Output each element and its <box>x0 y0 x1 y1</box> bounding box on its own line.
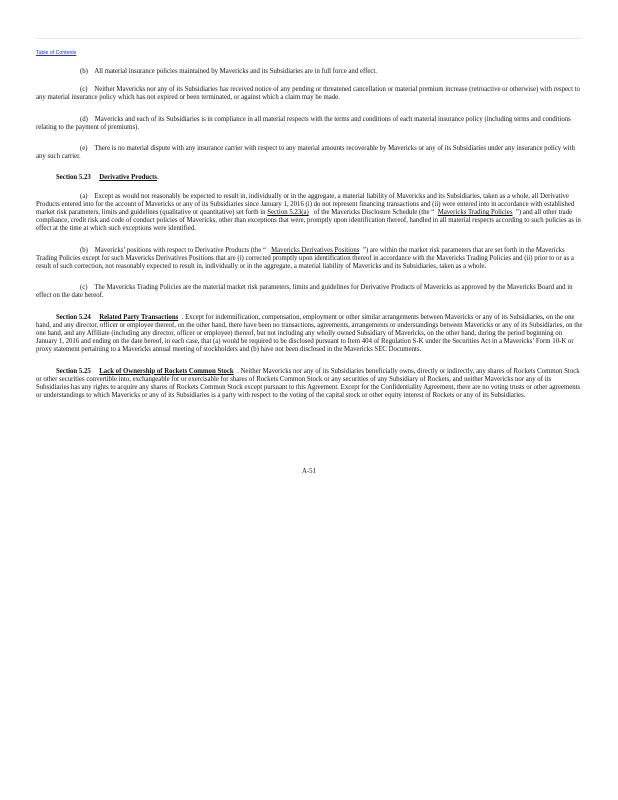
defined-term: Mavericks Derivatives Positions <box>271 246 360 254</box>
paragraph-text: Mavericks and each of its Subsidiaries is in compliance in all material respects with the terms and conditions of each material insurance policy (including terms and conditions relating to the payment of premiums). <box>36 115 571 131</box>
defined-term: Mavericks Trading Policies <box>437 209 513 217</box>
page-number: A-51 <box>302 468 316 475</box>
section-5-25 <box>36 368 584 401</box>
paragraph-label: (c) <box>80 284 88 292</box>
section-text: . Neither Mavericks nor any of its Subsidiaries beneficially owns, directly or indirectly, any shares of Rockets Common Stock or other securities convertible into, exchangeable for or exercisable for shares of Rockets Common Stock or any securities of any Subsidiary of Rockets, and neither Mavericks nor any of its Subsidiaries has any rights to acquire any shares of Rockets Common Stock except pursuant to this Agreement. Except for the Confidentiality Agreement, there are no voting trusts or other agreements or understandings to which Mavericks or any of its Subsidiaries is a party with respect to the voting of the capital stock or other equity interest of Rockets or any of its Subsidiaries. <box>36 367 581 400</box>
paragraph-label: (b) <box>80 68 88 75</box>
paragraph-insurance-d <box>36 116 584 132</box>
paragraph-text: There is no material dispute with any insurance carrier with respect to any material amounts recoverable by Mavericks or any of its Subsidiaries under any insurance policy with any such carrier. <box>36 145 575 161</box>
section-title: Derivative Products <box>99 174 158 182</box>
section-5-23-heading <box>36 174 584 182</box>
section-text: . Except for indemnification, compensation, employment or other similar arrangements between Mavericks or any of its Subsidiaries, on the one hand, and any director, officer or employee thereof, on the other hand, there have been no transactions, agreements, arrangements or understandings between Mavericks or any of its Subsidiaries, on the one hand, and any Affiliate (including any director, officer or employee) thereof, but not including any wholly owned Subsidiary of Mavericks, on the other hand, during the period beginning on January 1, 2016 and ending on the date hereof, in each case, that (a) would be required to be disclosed pursuant to Item 404 of Regulation S-K under the Securities Act in a Mavericks’ Form 10-K or proxy statement pertaining to a Mavericks annual meeting of stockholders and (b) have not been disclosed in the Mavericks SEC Documents. <box>36 313 583 354</box>
paragraph-text-part2: of the Mavericks Disclosure Schedule (the “ <box>313 209 435 217</box>
paragraph-text: The Mavericks Trading Policies are the material market risk parameters, limits and guidelines for Derivative Products of Mavericks as approved by the Mavericks Board and in effect on the date hereof. <box>36 284 573 300</box>
section-number: Section 5.25 <box>56 367 91 375</box>
paragraph-label: (a) <box>80 192 88 200</box>
section-title: Related Party Transactions <box>99 313 179 321</box>
paragraph-insurance-c <box>36 86 584 102</box>
paragraph-text-part3: ”) and all other trade compliance, credit risk and code of conduct policies of Mavericks, other than exceptions that were, promptly upon identification thereof, handled in all material respects according to such policies as in effect at the time at which such exceptions were identified. <box>36 209 581 233</box>
paragraph-label: (c) <box>80 86 88 94</box>
section-reference: Section 5.23(a) <box>267 209 309 217</box>
paragraph-text-part2: ”) are within the market risk parameters that are set forth in the Mavericks Trading Policies except for such Mavericks Derivatives Positions that are (i) corrected promptly upon identification thereof in accordance with the Mavericks Trading Policies and (ii) prior to or as a result of such correction, not reasonably expected to result in, individually or in the aggregate, a material liability of Mavericks and its Subsidiaries, taken as a whole. <box>36 246 574 271</box>
table-of-contents-link[interactable]: Table of Contents <box>36 50 77 56</box>
paragraph-text: All material insurance policies maintained by Mavericks and its Subsidiaries are in full force and effect. <box>94 68 377 75</box>
paragraph-text-part1: Mavericks’ positions with respect to Derivative Products (the “ <box>94 246 266 254</box>
section-title: Lack of Ownership of Rockets Common Stock <box>99 367 234 375</box>
section-number: Section 5.24 <box>56 313 91 321</box>
paragraph-label: (d) <box>80 115 88 123</box>
top-divider <box>36 38 582 39</box>
section-title-suffix: . <box>157 174 159 182</box>
paragraph-text: Neither Mavericks nor any of its Subsidiaries has received notice of any pending or threatened cancellation or material premium increase (retroactive or otherwise) with respect to any material insurance policy which has not expired or been terminated, or against which a claim may be made. <box>36 86 580 102</box>
section-number: Section 5.23 <box>56 174 91 182</box>
paragraph-insurance-e <box>36 145 584 161</box>
paragraph-derivatives-a <box>36 193 584 234</box>
paragraph-insurance-b <box>36 68 584 76</box>
paragraph-label: (b) <box>80 246 88 254</box>
paragraph-text-part1: Except as would not reasonably be expected to result in, individually or in the aggregate, a material liability of Mavericks and its Subsidiaries, taken as a whole, all Derivative Products entered into for the account of Mavericks or any of its Subsidiaries since January 1, 2016 (i) do not represent financing transactions and (ii) were entered into in accordance with established market risk parameters, limits and guidelines (qualitative or quantitative) set forth in <box>36 192 575 217</box>
paragraph-derivatives-b <box>36 247 584 272</box>
section-5-24 <box>36 314 584 355</box>
paragraph-derivatives-c <box>36 284 584 300</box>
document-body <box>36 68 584 413</box>
paragraph-label: (e) <box>80 145 88 153</box>
